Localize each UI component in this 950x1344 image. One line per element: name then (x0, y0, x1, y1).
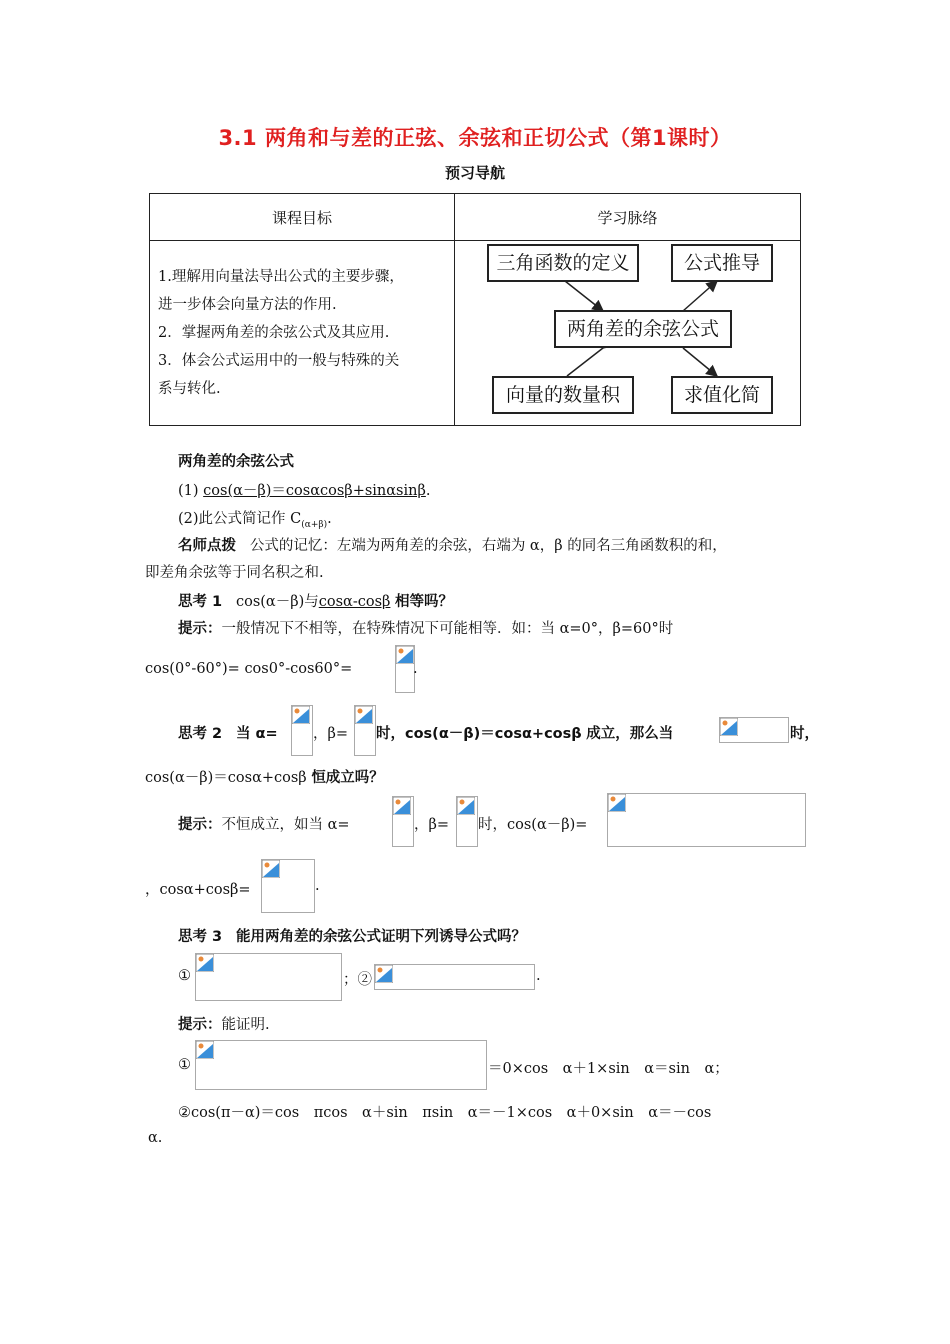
separator: ；② (343, 972, 372, 988)
punctuation: . (536, 968, 541, 984)
formula-line-1 (178, 479, 430, 500)
think3-question (178, 925, 526, 946)
shorthand-text: (2)此公式简记作 C (178, 511, 302, 527)
hint-text: 不恒成立，如当 α= (221, 817, 350, 833)
think3-hint (178, 1013, 270, 1034)
hint-label: 提示： (178, 817, 222, 833)
think1-question (178, 590, 453, 611)
arrow-definition-to-formula (565, 281, 603, 311)
box-formula-derivation: 公式推导 (671, 244, 773, 282)
section-heading: 两角差的余弦公式 (178, 454, 294, 470)
box-vector-dot-product: 向量的数量积 (492, 376, 634, 414)
hint-text: ，β= (414, 817, 450, 833)
think1-hint (178, 617, 673, 638)
broken-image-icon (261, 859, 315, 913)
punctuation: . (413, 661, 418, 677)
box-evaluate-simplify: 求值化简 (671, 376, 773, 414)
think1-label: 思考 1 (178, 594, 223, 610)
think2-text-mid (376, 722, 673, 743)
think1-text-end: 相等吗？ (395, 594, 454, 610)
think1-hint-line2 (145, 661, 352, 677)
learning-context-diagram (455, 241, 801, 426)
broken-image-icon (195, 1040, 487, 1090)
hint-text: 一般情况下不相等，在特殊情况下可能相等．如：当 α=0°，β=60°时 (221, 621, 674, 637)
arrow-vector-to-formula (567, 348, 603, 376)
think2-text: cos(α－β)＝cosα+cosβ (145, 770, 307, 786)
proof-line-2-tail: α. (148, 1130, 163, 1146)
goal-line: 3．体会公式运用中的一般与特殊的关 (158, 353, 400, 369)
hint-label: 提示： (178, 621, 222, 637)
shorthand-subscript: (α+β) (301, 519, 328, 530)
broken-image-icon (395, 645, 415, 693)
proof-line-1: ＝0×cos α＋1×sin α＝sin α； (488, 1061, 729, 1077)
punctuation: . (327, 511, 332, 527)
think1-underlined: cosα-cosβ (318, 594, 391, 610)
arrow-formula-to-derivation (683, 281, 717, 311)
proof-line-2: ②cos(π－α)＝cos πcos α＋sin πsin α＝－1×cos α＋0×sin α＝－cos (178, 1105, 712, 1121)
goal-line: 2．掌握两角差的余弦公式及其应用. (158, 325, 390, 341)
arrow-formula-to-evaluation (683, 348, 717, 376)
table-header-goals: 课程目标 (150, 194, 455, 241)
course-goals (150, 241, 455, 426)
tip-label: 名师点拨 (178, 538, 236, 554)
hint-equation: cos(0°-60°)= cos0°-cos60°= (145, 661, 353, 677)
preview-table (149, 193, 801, 426)
circle-number: ① (178, 1057, 191, 1073)
think2-text: 时， (790, 726, 819, 742)
broken-image-icon (195, 953, 342, 1001)
hint-text: 时，cos(α－β)= (478, 817, 588, 833)
box-difference-cosine: 两角差的余弦公式 (554, 310, 732, 348)
think2-text: 时，cos(α－β)＝cosα+cosβ (376, 726, 582, 742)
think2-label: 思考 2 (178, 726, 223, 742)
item-number: (1) (178, 483, 199, 499)
formula-line-2 (178, 507, 332, 530)
cosine-difference-formula: cos(α－β)＝cosαcosβ+sinαsinβ (203, 483, 426, 499)
broken-image-icon (291, 705, 313, 756)
page-title: 3.1 两角和与差的正弦、余弦和正切公式（第1课时） (218, 126, 732, 150)
broken-image-icon (607, 793, 806, 847)
think2-text: 当 α= (235, 726, 278, 742)
broken-image-icon (719, 717, 789, 743)
section-subtitle: 预习导航 (444, 164, 505, 182)
tip-line-2: 即差角余弦等于同名积之和. (145, 565, 324, 581)
think3-label: 思考 3 (178, 929, 223, 945)
think2-text: 恒成立吗？ (311, 770, 384, 786)
goal-line: 1.理解用向量法导出公式的主要步骤， (158, 269, 404, 285)
broken-image-icon (456, 796, 478, 847)
hint-text: 能证明. (221, 1017, 270, 1033)
broken-image-icon (354, 705, 376, 756)
punctuation: . (425, 483, 431, 499)
punctuation: . (315, 878, 320, 894)
think2-question (178, 722, 278, 743)
tip-line-1 (178, 534, 727, 555)
think1-text: cos(α－β)与 (235, 594, 319, 610)
broken-image-icon (374, 964, 535, 990)
tip-text: 公式的记忆：左端为两角差的余弦，右端为 α，β 的同名三角函数积的和， (249, 538, 727, 554)
circle-number: ① (178, 968, 191, 984)
think2-text: 成立，那么当 (586, 726, 674, 742)
goal-line: 进一步体会向量方法的作用. (158, 297, 337, 313)
hint-label: 提示： (178, 1017, 222, 1033)
broken-image-icon (392, 796, 414, 847)
think2-question-line2 (145, 766, 384, 787)
table-header-context: 学习脉络 (455, 194, 801, 241)
think2-text: ，β= (313, 726, 349, 742)
think3-text: 能用两角差的余弦公式证明下列诱导公式吗？ (235, 929, 526, 945)
box-trig-definition: 三角函数的定义 (487, 244, 639, 282)
goal-line: 系与转化. (158, 381, 221, 397)
think2-hint (178, 813, 350, 834)
hint-text: ，cosα+cosβ= (145, 882, 251, 898)
